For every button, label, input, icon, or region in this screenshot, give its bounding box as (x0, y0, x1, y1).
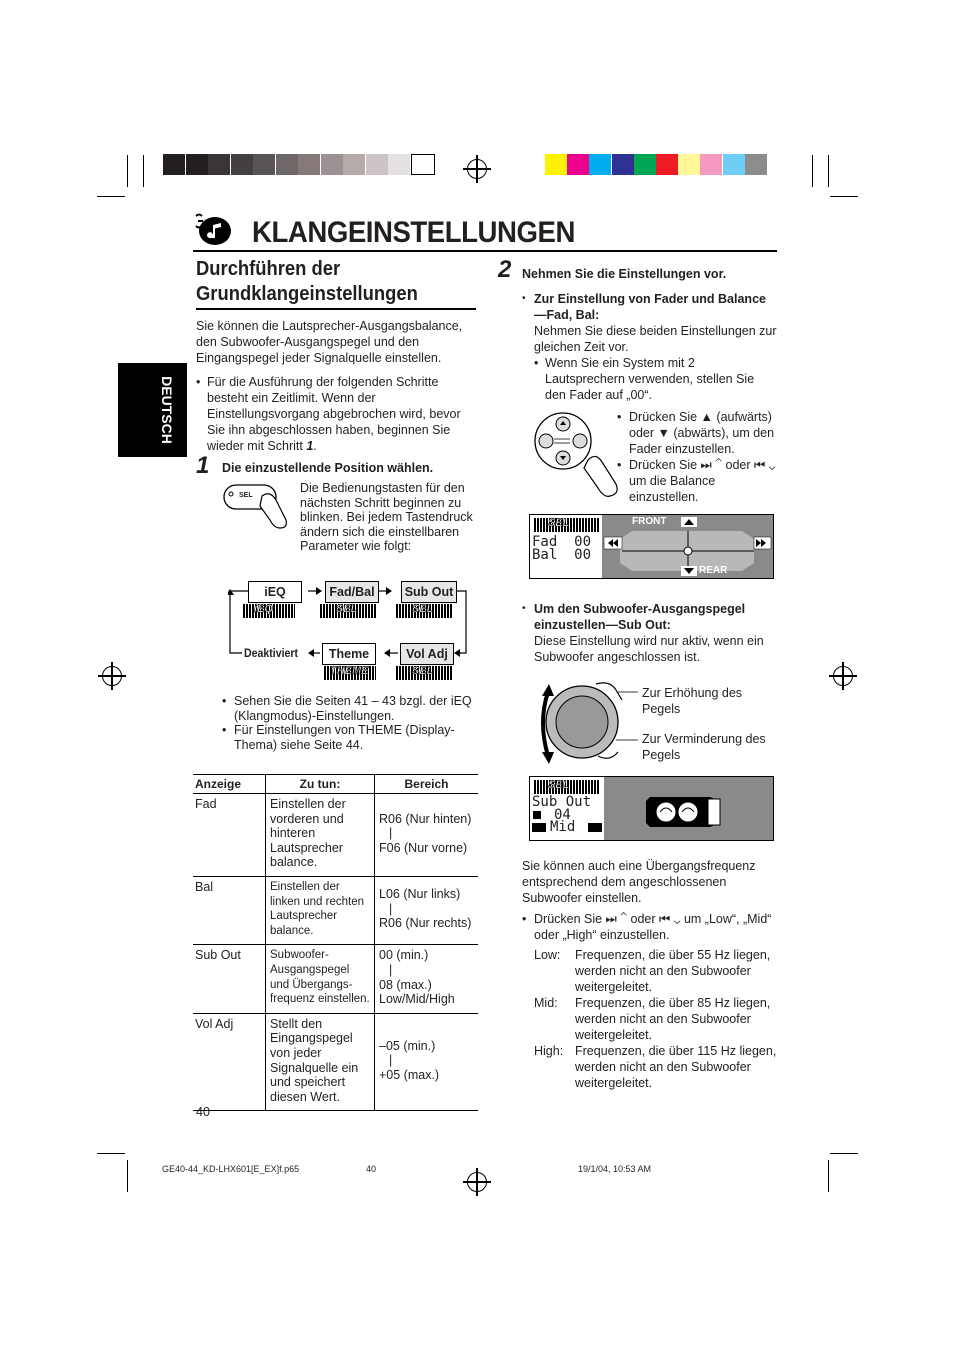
subwoofer-graphic (604, 777, 773, 840)
fader-instructions: • Drücken Sie ▲ (aufwärts) oder ▼ (abwärts), um den Fader einzustellen. • Drücken Sie ⏭ ⌃ oder ⏮ ⌄ um die Balance einzustellen. (617, 410, 776, 504)
grey-swatch (163, 154, 185, 175)
grey-swatch (208, 154, 230, 175)
cell-line: balance. (270, 855, 318, 870)
step-1-desc: Die Bedienungstasten für den nächsten Schritt beginnen zu blinken. Bei jedem Tastendruck ändern sich die einstellbaren Parameter wie folgt: (300, 481, 473, 554)
step-1-number: 1 (196, 452, 210, 479)
display-sub-out: Sub Out (532, 794, 592, 810)
left-bullet-list (222, 694, 478, 752)
cell-line: hinteren (270, 826, 316, 841)
knob-up-label: Zur Erhöhung des Pegels (642, 686, 743, 716)
table-header: Bereich (404, 777, 449, 791)
crop-mark (143, 155, 144, 187)
sub-out-display (529, 776, 774, 841)
color-swatch (745, 154, 767, 175)
grey-swatch (231, 154, 253, 175)
display-sel-text: SEL (548, 779, 570, 791)
note-step: 1 (306, 439, 314, 453)
flow-deactivated: Deaktiviert (244, 646, 299, 660)
cell-line: von jeder (270, 1045, 322, 1060)
registration-mark (102, 666, 122, 686)
table-cell-bereich (375, 794, 479, 877)
step-2-number: 2 (498, 256, 512, 283)
grey-swatch (411, 154, 435, 175)
table-cell-anzeige: Bal (193, 876, 266, 944)
note-text: Für die Ausführung der folgenden Schritte besteht ein Zeitlimit. Wenn der Einstellungsvorgang abgebrochen wird, bevor Sie ihn abgeschlossen haben, beginnen Sie wieder mit Schritt (207, 375, 461, 453)
registration-mark (467, 159, 487, 179)
color-swatch (678, 154, 700, 175)
fad-bal-sub: Wenn Sie ein System mit 2 Lautsprechern verwenden, stellen Sie den Fader auf „00“. (545, 356, 755, 402)
flow-fad-bal: Fad/Bal (325, 581, 379, 603)
flow-sub-out: Sub Out (401, 581, 457, 603)
step-1-title: Die einzustellende Position wählen. (222, 461, 434, 475)
freq-instr-text: Drücken Sie ⏭ ⌃ oder ⏮ ⌄ um „Low“, „Mid“ oder „High“ einzustellen. (534, 912, 772, 942)
cell-line: R06 (Nur hinten) (379, 811, 472, 826)
grey-swatch (298, 154, 320, 175)
crop-mark (127, 1160, 128, 1192)
fad-bal-section: • Zur Einstellung von Fader und Balance—Fad, Bal: Nehmen Sie diese beiden Einstellungen zur gleichen Zeit vor. • Wenn Sie ein System mit 2 Lautsprechern verwenden, stellen Sie den Fader auf „00“. (522, 292, 777, 402)
section-heading: Durchführen der Grundklangeinstellungen (196, 258, 418, 305)
freq-item (534, 947, 780, 995)
page-number: 40 (196, 1105, 210, 1119)
display-rear-label: REAR (699, 565, 728, 576)
bullet-text: Sehen Sie die Seiten 41 – 43 bzgl. der iEQ (Klangmodus)-Einstellungen. (234, 694, 472, 723)
flow-ieq: iEQ (248, 581, 302, 603)
color-swatch (567, 154, 589, 175)
sub-out-title: Um den Subwoofer-Ausgangspegel einzustellen—Sub Out: (534, 602, 746, 632)
cell-line: und speichert (270, 1075, 346, 1090)
cell-line: F06 (Nur vorne) (379, 840, 468, 855)
cell-line: Einstellen der (270, 880, 340, 893)
display-bal: Bal 00 (532, 547, 592, 563)
flow-lcd-sel-text: SEL (412, 665, 434, 677)
flow-lcd-theme-text: THEME (330, 665, 369, 677)
grey-swatch (186, 154, 208, 175)
table-row (193, 876, 478, 944)
sub-out-section: • Um den Subwoofer-Ausgangspegel einzustellen—Sub Out: Diese Einstellung wird nur aktiv, wenn ein Subwoofer angeschlossen ist. (522, 601, 778, 665)
display-next-icon (588, 823, 602, 832)
page-title: KLANGEINSTELLUNGEN (252, 216, 575, 249)
cell-line: +05 (max.) (379, 1067, 440, 1082)
table-cell-bereich (375, 945, 479, 1013)
color-swatch (656, 154, 678, 175)
flow-lcd-sel-text: SEL (412, 603, 434, 615)
control-pad-illustration (532, 410, 624, 500)
display-fad: Fad 00 (532, 534, 592, 550)
table-row (193, 945, 478, 1013)
color-swatch (545, 154, 567, 175)
table-row (193, 1013, 478, 1111)
cell-line: und Übergangs- (270, 978, 353, 991)
settings-table-grid (193, 774, 478, 1111)
freq-instruction: • Drücken Sie ⏭ ⌃ oder ⏮ ⌄ um „Low“, „Mid“ oder „High“ einzustellen. (522, 912, 772, 942)
volume-knob-illustration (536, 674, 646, 774)
fad-bal-title: Zur Einstellung von Fader und Balance—Fad, Bal: (534, 292, 766, 322)
freq-text: Frequenzen, die über 115 Hz liegen, werden nicht an den Subwoofer weitergeleitet. (575, 1044, 777, 1090)
settings-table (193, 774, 478, 1111)
flow-vol-adj: Vol Adj (400, 643, 454, 665)
display-sel-text: SEL (548, 517, 570, 529)
crop-mark (828, 1160, 829, 1192)
sel-button-label: SEL (239, 492, 253, 499)
cell-line: | (389, 901, 393, 916)
display-level-icon (533, 811, 541, 819)
heading-rule (196, 308, 476, 310)
grey-swatch (253, 154, 275, 175)
cell-line: Eingangspegel (270, 1031, 353, 1046)
table-cell-zutun (266, 1013, 375, 1111)
table-cell-bereich (375, 1013, 479, 1111)
grey-swatch (321, 154, 343, 175)
cell-line: Einstellen der (270, 797, 346, 811)
cell-line: R06 (Nur rechts) (379, 916, 472, 931)
step-2-title: Nehmen Sie die Einstellungen vor. (522, 267, 727, 281)
fad-bal-display (529, 514, 774, 579)
freq-label: Mid: (534, 996, 558, 1010)
freq-list (534, 947, 780, 1091)
cell-line: Ausgangspegel (270, 963, 350, 976)
cell-line: Signalquelle ein (270, 1060, 359, 1075)
footer-date: 19/1/04, 10:53 AM (578, 1164, 652, 1174)
balance-instr: Drücken Sie ⏭ ⌃ oder ⏮ ⌄ um die Balance einzustellen. (629, 458, 776, 504)
table-cell-zutun (266, 876, 375, 944)
freq-label: High: (534, 1044, 564, 1058)
language-tab-label: DEUTSCH (159, 376, 175, 444)
freq-text: Frequenzen, die über 85 Hz liegen, werden nicht an den Subwoofer weitergeleitet. (575, 996, 771, 1042)
flow-lcd-sel-text: SEL (336, 603, 358, 615)
language-tab (118, 363, 187, 457)
cell-line: vorderen und (270, 811, 344, 826)
grey-swatch (366, 154, 388, 175)
cell-line: L06 (Nur links) (379, 887, 461, 902)
table-cell-anzeige: Vol Adj (193, 1013, 266, 1111)
sound-icon (193, 212, 233, 246)
display-front-label: FRONT (632, 516, 667, 527)
freq-item (534, 1043, 780, 1091)
crop-mark (828, 155, 829, 187)
cell-line: Lautsprecher (270, 840, 343, 855)
flow-lcd-ieq-text: iEQ (254, 603, 273, 615)
title-rule (193, 250, 777, 252)
bullet-item: • Sehen Sie die Seiten 41 – 43 bzgl. der iEQ (Klangmodus)-Einstellungen. (222, 694, 472, 723)
cell-line: frequenz einstellen. (270, 993, 370, 1006)
flow-diagram (228, 580, 478, 685)
grey-swatch (343, 154, 365, 175)
crop-mark (830, 196, 858, 197)
color-swatch (700, 154, 722, 175)
time-limit-note: • Für die Ausführung der folgenden Schritte besteht ein Zeitlimit. Wenn der Einstellungsvorgang abgebrochen wird, bevor Sie ihn abgeschlossen haben, beginnen Sie wieder mit Schritt 1. (196, 375, 461, 453)
cell-line: | (389, 962, 393, 977)
registration-mark (467, 1172, 487, 1192)
table-cell-anzeige: Sub Out (193, 945, 266, 1013)
cell-line: Lautsprecher (270, 910, 338, 923)
crop-mark (97, 1153, 125, 1154)
color-swatch (634, 154, 656, 175)
table-cell-zutun (266, 794, 375, 877)
fad-bal-desc: Nehmen Sie diese beiden Einstellungen zur gleichen Zeit vor. (534, 324, 777, 354)
cell-line: Subwoofer- (270, 949, 329, 962)
cell-line: –05 (min.) (379, 1038, 436, 1053)
color-swatch (589, 154, 611, 175)
display-level: 04 (554, 807, 571, 823)
sel-button-illustration (222, 482, 292, 530)
freq-text: Frequenzen, die über 55 Hz liegen, werden nicht an den Subwoofer weitergeleitet. (575, 948, 771, 994)
flow-theme: Theme (322, 643, 376, 665)
display-freq: Mid (550, 819, 576, 835)
cell-line: Low/Mid/High (379, 992, 455, 1007)
sub-out-desc: Diese Einstellung wird nur aktiv, wenn ein Subwoofer angeschlossen ist. (534, 634, 764, 664)
freq-item (534, 995, 780, 1043)
crop-mark (812, 155, 813, 187)
cell-line: | (389, 826, 393, 841)
intro-text: Sie können die Lautsprecher-Ausgangsbalance, den Subwoofer-Ausgangspegel und den Eingangspegel jeder Signalquelle einstellen. (196, 319, 463, 365)
grey-swatch (388, 154, 410, 175)
crop-mark (830, 1153, 858, 1154)
cell-line: | (389, 1053, 393, 1068)
table-row (193, 794, 478, 877)
registration-mark (833, 666, 853, 686)
freq-intro: Sie können auch eine Übergangsfrequenz entsprechend dem angeschlossenen Subwoofer einstellen. (522, 859, 756, 905)
cell-line: 08 (max.) (379, 977, 432, 992)
cell-line: 00 (min.) (379, 948, 429, 963)
footer-page: 40 (366, 1164, 377, 1174)
cell-line: balance. (270, 924, 314, 937)
freq-label: Low: (534, 948, 561, 962)
crop-mark (127, 155, 128, 187)
bullet-text: Für Einstellungen von THEME (Display-Thema) siehe Seite 44. (234, 723, 455, 752)
color-swatch (723, 154, 745, 175)
fader-instr: Drücken Sie ▲ (aufwärts) oder ▼ (abwärts), um den Fader einzustellen. (629, 410, 775, 456)
table-header: Anzeige (193, 775, 266, 794)
cell-line: Stellt den (270, 1016, 323, 1031)
table-cell-zutun (266, 945, 375, 1013)
table-cell-bereich (375, 876, 479, 944)
table-cell-anzeige: Fad (193, 794, 266, 877)
knob-down-label: Zur Verminderung des Pegels (642, 732, 766, 762)
cell-line: linken und rechten (270, 895, 364, 908)
display-prev-icon (532, 823, 546, 832)
crop-mark (97, 196, 125, 197)
grey-swatch (276, 154, 298, 175)
table-header: Zu tun: (266, 775, 375, 794)
color-swatch (612, 154, 634, 175)
footer-file: GE40-44_KD-LHX601[E_EX]f.p65 (162, 1164, 300, 1174)
cell-line: diesen Wert. (270, 1089, 340, 1104)
bullet-item: • Für Einstellungen von THEME (Display-Thema) siehe Seite 44. (222, 723, 455, 752)
fader-graphic (602, 515, 773, 578)
